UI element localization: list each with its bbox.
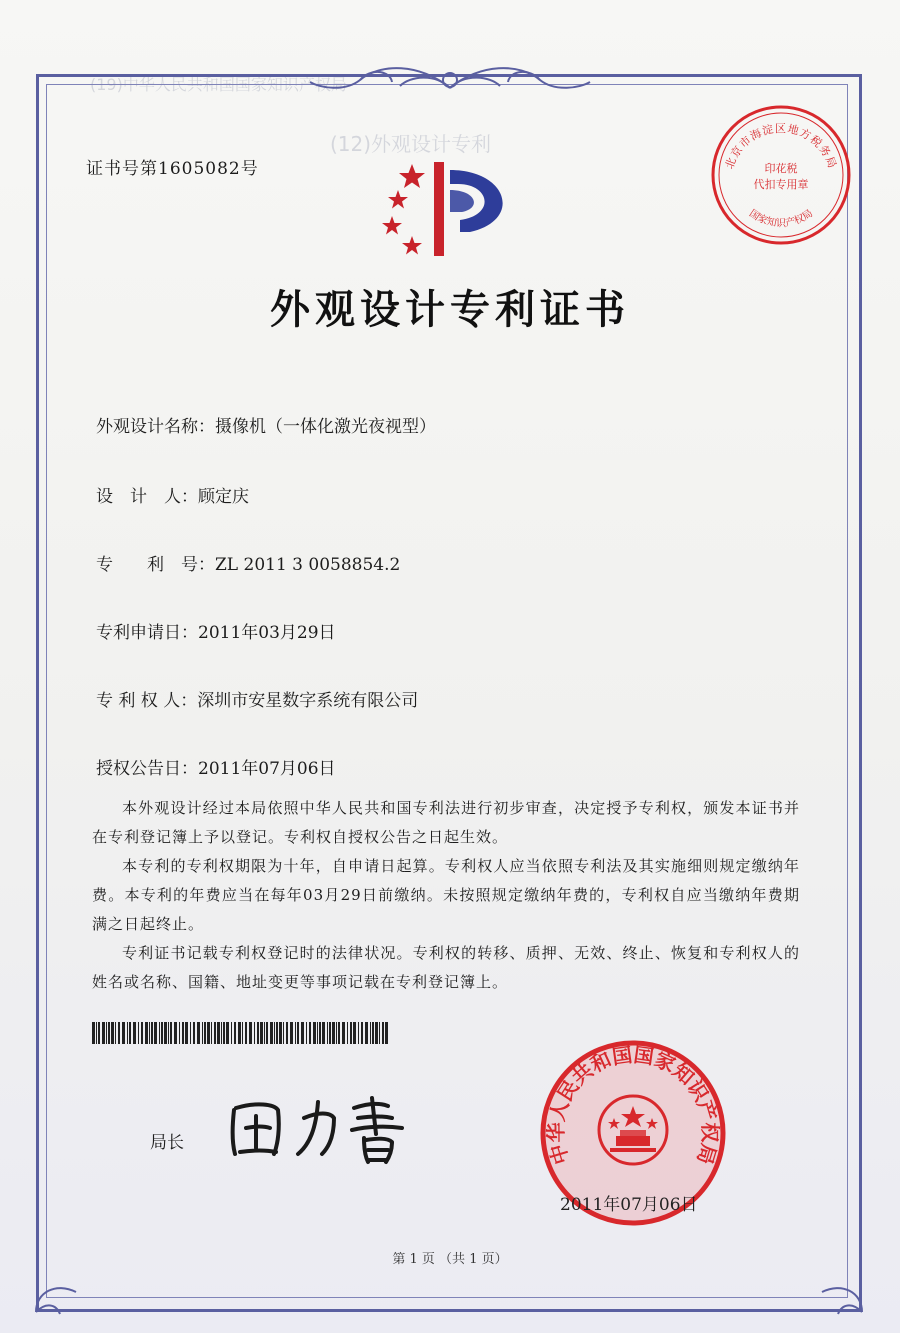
issue-date: 2011年07月06日 <box>560 1195 698 1215</box>
bottom-right-ornament-icon <box>812 1262 872 1322</box>
ghost-header-line: (19)中华人民共和国国家知识产权局 <box>90 75 347 94</box>
certificate-title: 外观设计专利证书 <box>270 287 630 333</box>
tax-seal-stamp <box>706 100 856 250</box>
barcode-icon <box>92 1022 388 1044</box>
field-patent-number <box>96 550 400 575</box>
field-value: 摄像机（一体化激光夜视型） <box>215 417 436 437</box>
top-ornament-icon <box>300 58 600 98</box>
field-value: 2011年03月29日 <box>198 623 336 643</box>
ghost-doc-type: (12)外观设计专利 <box>330 132 492 156</box>
director-label: 局长 <box>150 1133 184 1153</box>
field-application-date <box>96 618 336 643</box>
field-label: 设 计 人： <box>96 487 198 507</box>
page-number: 第 1 页 （共 1 页） <box>392 1252 508 1267</box>
patent-office-logo-icon <box>378 160 528 270</box>
field-design-name <box>96 412 436 437</box>
tax-seal-center-line-1: 印花税 <box>764 162 798 175</box>
field-label: 专 利 权 人： <box>96 691 198 711</box>
field-label: 授权公告日： <box>96 759 198 779</box>
tax-seal-center-line-2: 代扣专用章 <box>753 178 809 191</box>
field-value: 顾定庆 <box>198 487 249 507</box>
svg-text:国家知识产权局 <box>747 207 815 229</box>
body-paragraph: 本专利的专利权期限为十年，自申请日起算。专利权人应当依照专利法及其实施细则规定缴纳年费。本专利的年费应当在每年03月29日前缴纳。未按照规定缴纳年费的，专利权自应当缴纳年费期满之日起终止。 <box>92 857 800 933</box>
field-label: 专 利 号： <box>96 555 215 575</box>
field-label: 专利申请日： <box>96 623 198 643</box>
seal-ring-text: 中华人民共和国国家知识产权局 <box>543 1042 723 1168</box>
bottom-left-ornament-icon <box>26 1262 86 1322</box>
director-signature-image <box>226 1088 426 1168</box>
field-value: 深圳市安星数字系统有限公司 <box>197 691 419 711</box>
tax-seal-bottom-text: 国家知识产权局 <box>746 208 816 230</box>
tax-seal-ring-text: 北京市海淀区地方税务局 <box>722 122 840 171</box>
field-patentee <box>96 686 418 711</box>
field-value: 2011年07月06日 <box>198 759 336 779</box>
field-grant-date <box>96 754 336 779</box>
field-label: 外观设计名称： <box>96 417 215 437</box>
body-paragraph: 专利证书记载专利权登记时的法律状况。专利权的转移、质押、无效、终止、恢复和专利权人的姓名或名称、国籍、地址变更等事项记载在专利登记簿上。 <box>92 944 800 991</box>
certificate-body <box>92 794 800 997</box>
certificate-number: 证书号第1605082号 <box>86 159 259 179</box>
field-designer <box>96 482 249 507</box>
body-paragraph: 本外观设计经过本局依照中华人民共和国专利法进行初步审查，决定授予专利权，颁发本证书并在专利登记簿上予以登记。专利权自授权公告之日起生效。 <box>92 799 800 846</box>
field-value: ZL 2011 3 0058854.2 <box>215 555 401 575</box>
